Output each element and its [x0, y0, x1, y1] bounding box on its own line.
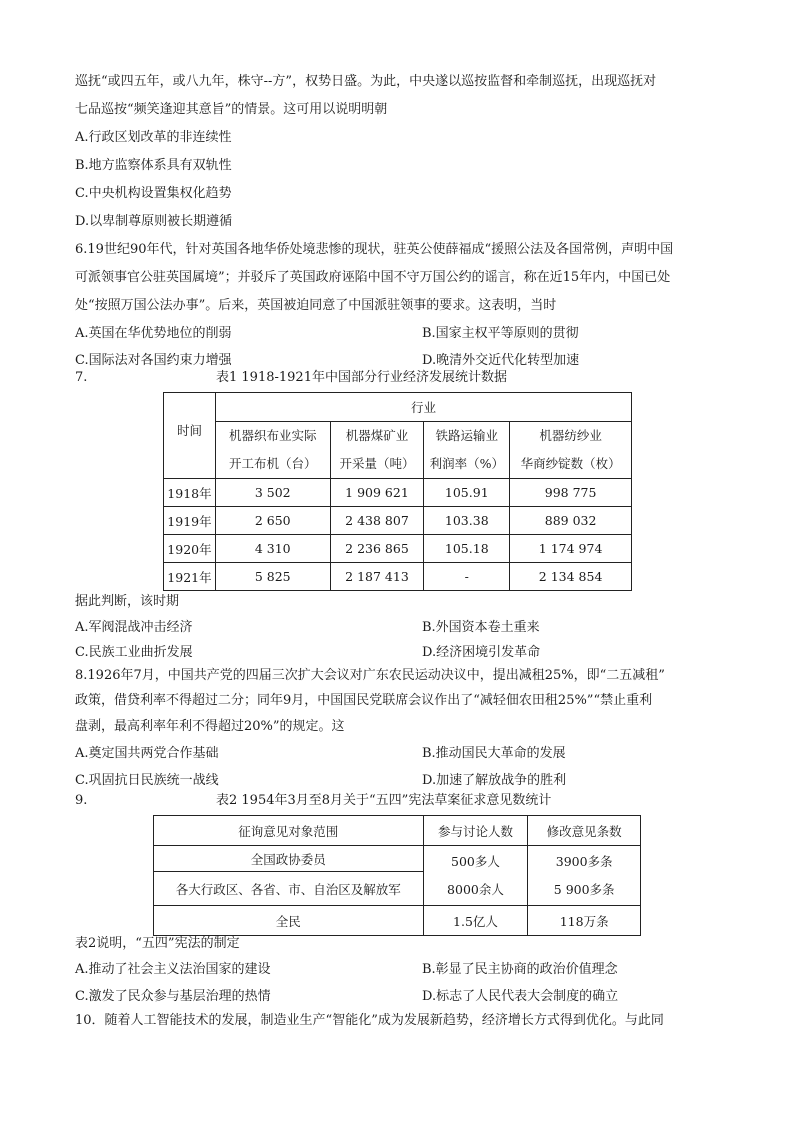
table1-col-header: 机器纺纱业 华商纱锭数（枚）	[510, 422, 632, 479]
table2-cell: 118万条	[528, 906, 641, 936]
table1-cell: 105.91	[424, 479, 510, 507]
table2-header: 参与讨论人数	[423, 816, 528, 846]
q6-option-a: A.英国在华优势地位的削弱	[75, 326, 232, 341]
table2-header: 修改意见条数	[528, 816, 641, 846]
q5-stem-line1: 巡抚“或四五年，或八九年，株守--方”，权势日盛。为此，中央遂以巡按监督和牵制巡抚，出现巡抚对	[75, 74, 657, 89]
table2-cell: 全国政协委员	[154, 846, 424, 872]
table1	[163, 392, 632, 591]
q8-option-d: D.加速了解放战争的胜利	[422, 773, 567, 788]
q6-option-b: B.国家主权平等原则的贯彻	[422, 326, 579, 341]
q5-option-b: B.地方监察体系具有双轨性	[75, 158, 232, 173]
table1-cell: 2 236 865	[330, 535, 424, 563]
table1-cell: 889 032	[510, 507, 632, 535]
q9-number: 9.	[75, 793, 88, 808]
q8-option-c: C.巩固抗日民族统一战线	[75, 773, 219, 788]
table1-cell: 2 187 413	[330, 563, 424, 591]
table1-year: 1921年	[164, 563, 216, 591]
table1-year: 1920年	[164, 535, 216, 563]
q9-option-d: D.标志了人民代表大会制度的确立	[422, 989, 619, 1004]
table-row	[164, 479, 632, 507]
table1-cell: 103.38	[424, 507, 510, 535]
q5-stem-line2: 七品巡按“频笑逢迎其意旨”的情景。这可用以说明明朝	[75, 102, 388, 117]
q7-option-a: A.军阀混战冲击经济	[75, 620, 193, 635]
q7-option-d: D.经济困境引发革命	[422, 645, 541, 660]
q8-option-a: A.奠定国共两党合作基础	[75, 746, 219, 761]
table2-cell: 各大行政区、各省、市、自治区及解放军	[154, 872, 424, 906]
table1-cell: 5 825	[215, 563, 330, 591]
q5-option-c: C.中央机构设置集权化趋势	[75, 186, 232, 201]
table1-cell: 4 310	[215, 535, 330, 563]
q6-option-d: D.晚清外交近代化转型加速	[422, 353, 580, 368]
table1-year: 1918年	[164, 479, 216, 507]
q8-stem-line1: 8.1926年7月，中国共产党的四届三次扩大会议对广东农民运动决议中，提出减租25%，即“二五减租”	[75, 668, 665, 683]
table1-col-header: 机器织布业实际 开工布机（台）	[215, 422, 330, 479]
table1-header-industry: 行业	[215, 393, 631, 422]
table1-col-header: 机器煤矿业 开采量（吨）	[330, 422, 424, 479]
q6-stem-line3: 处“按照万国公法办事”。后来，英国被迫同意了中国派驻领事的要求。这表明，当时	[75, 298, 557, 313]
q9-option-a: A.推动了社会主义法治国家的建设	[75, 962, 271, 977]
table1-cell: 1 909 621	[330, 479, 424, 507]
q9-stem: 表2说明，“五四”宪法的制定	[75, 936, 240, 951]
table1-cell: 998 775	[510, 479, 632, 507]
q7-number: 7.	[75, 370, 88, 385]
table1-cell: 1 174 974	[510, 535, 632, 563]
table-row	[154, 906, 641, 936]
table1-caption: 表1 1918-1921年中国部分行业经济发展统计数据	[216, 370, 507, 385]
q8-option-b: B.推动国民大革命的发展	[422, 746, 566, 761]
table2-cell: 3900多条 5 900多条	[528, 846, 641, 906]
table-row	[164, 535, 632, 563]
q7-stem: 据此判断，该时期	[75, 594, 180, 609]
q8-stem-line3: 盘剥，最高利率年利不得超过20%”的规定。这	[75, 719, 345, 734]
q9-option-b: B.彰显了民主协商的政治价值理念	[422, 962, 618, 977]
q9-option-c: C.激发了民众参与基层治理的热情	[75, 989, 271, 1004]
table1-cell: 2 650	[215, 507, 330, 535]
q8-stem-line2: 政策，借贷利率不得超过二分；同年9月，中国国民党联席会议作出了“减轻佃农田租25%”“禁止重利	[75, 693, 653, 708]
table2-cell: 全民	[154, 906, 424, 936]
table2-caption: 表2 1954年3月至8月关于“五四”宪法草案征求意见数统计	[216, 793, 552, 808]
table-row	[164, 507, 632, 535]
table-row	[154, 846, 641, 872]
table2-header: 征询意见对象范围	[154, 816, 424, 846]
q5-option-d: D.以卑制尊原则被长期遵循	[75, 214, 233, 229]
table2	[153, 815, 641, 936]
table2-cell: 500多人 8000余人	[423, 846, 528, 906]
table1-header-time: 时间	[164, 393, 216, 479]
q7-option-c: C.民族工业曲折发展	[75, 645, 193, 660]
q6-stem-line2: 可派领事官公驻英国属境”；并驳斥了英国政府诬陷中国不守万国公约的谣言，称在近15年内，中国已处	[75, 270, 671, 285]
q6-stem-line1: 6.19世纪90年代，针对英国各地华侨处境悲惨的现状，驻英公使薛福成“援照公法及各国常例，声明中国	[75, 242, 674, 257]
table1-cell: 2 134 854	[510, 563, 632, 591]
q5-option-a: A.行政区划改革的非连续性	[75, 130, 232, 145]
table1-cell: -	[424, 563, 510, 591]
table2-cell: 1.5亿人	[423, 906, 528, 936]
table1-col-header: 铁路运输业 利润率（%）	[424, 422, 510, 479]
table1-cell: 105.18	[424, 535, 510, 563]
q6-option-c: C.国际法对各国约束力增强	[75, 353, 232, 368]
table1-cell: 2 438 807	[330, 507, 424, 535]
q7-option-b: B.外国资本卷土重来	[422, 620, 540, 635]
table1-year: 1919年	[164, 507, 216, 535]
q10-stem-line1: 10．随着人工智能技术的发展，制造业生产“智能化”成为发展新趋势，经济增长方式得到优化。与此同	[75, 1013, 664, 1028]
table-row	[164, 563, 632, 591]
table1-cell: 3 502	[215, 479, 330, 507]
